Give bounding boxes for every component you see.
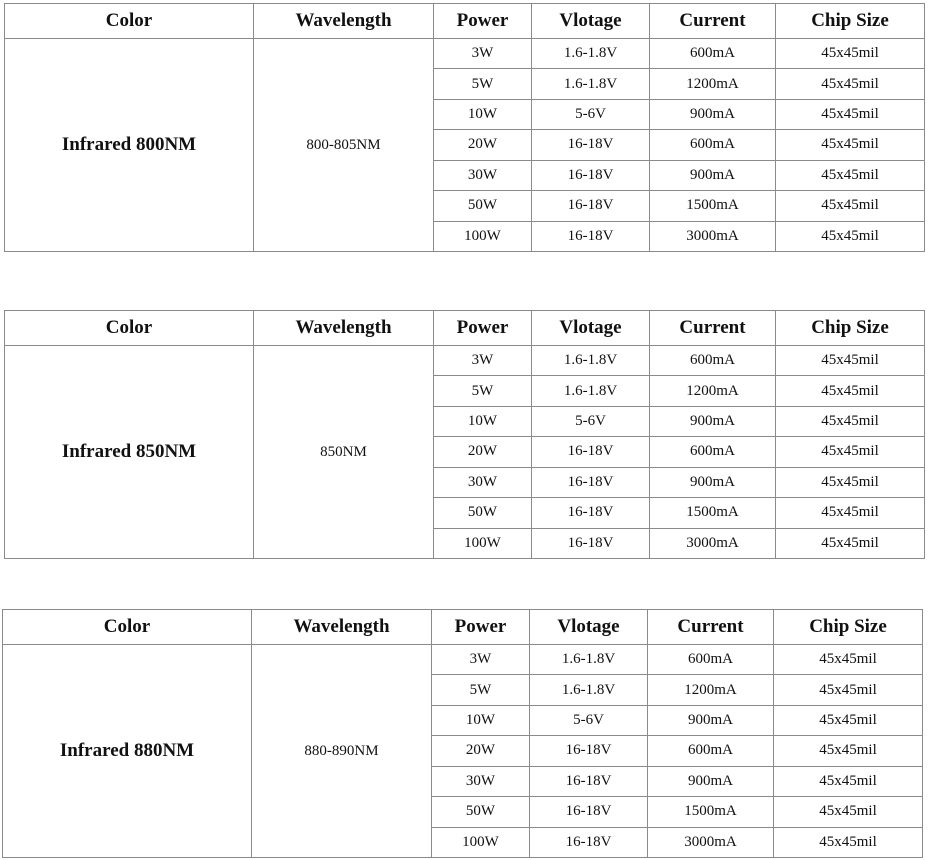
power-cell: 50W: [434, 498, 532, 528]
header-voltage: Vlotage: [532, 311, 650, 346]
current-cell: 1200mA: [650, 376, 776, 406]
current-cell: 3000mA: [650, 528, 776, 558]
color-cell: Infrared 850NM: [5, 346, 254, 559]
chip-size-cell: 45x45mil: [774, 797, 923, 827]
header-row: [5, 311, 925, 346]
power-cell: 50W: [432, 797, 530, 827]
power-cell: 30W: [434, 160, 532, 190]
voltage-cell: 16-18V: [532, 160, 650, 190]
spec-table-infrared-850nm: [4, 310, 925, 559]
header-current: Current: [650, 311, 776, 346]
voltage-cell: 16-18V: [530, 766, 648, 796]
power-cell: 10W: [432, 705, 530, 735]
power-cell: 5W: [434, 376, 532, 406]
header-current: Current: [648, 610, 774, 645]
chip-size-cell: 45x45mil: [776, 39, 925, 69]
current-cell: 600mA: [648, 645, 774, 675]
chip-size-cell: 45x45mil: [776, 376, 925, 406]
current-cell: 900mA: [648, 766, 774, 796]
header-color: Color: [3, 610, 252, 645]
table-row: [5, 346, 925, 376]
voltage-cell: 16-18V: [532, 130, 650, 160]
current-cell: 1200mA: [648, 675, 774, 705]
power-cell: 10W: [434, 406, 532, 436]
voltage-cell: 16-18V: [532, 467, 650, 497]
header-wavelength: Wavelength: [254, 311, 434, 346]
chip-size-cell: 45x45mil: [776, 130, 925, 160]
current-cell: 3000mA: [648, 827, 774, 857]
power-cell: 5W: [434, 69, 532, 99]
voltage-cell: 16-18V: [532, 221, 650, 251]
chip-size-cell: 45x45mil: [776, 69, 925, 99]
current-cell: 3000mA: [650, 221, 776, 251]
chip-size-cell: 45x45mil: [776, 498, 925, 528]
power-cell: 3W: [434, 346, 532, 376]
voltage-cell: 1.6-1.8V: [532, 69, 650, 99]
chip-size-cell: 45x45mil: [774, 705, 923, 735]
voltage-cell: 1.6-1.8V: [530, 645, 648, 675]
spec-table-infrared-800nm: [4, 3, 925, 252]
header-voltage: Vlotage: [532, 4, 650, 39]
power-cell: 3W: [434, 39, 532, 69]
voltage-cell: 16-18V: [532, 191, 650, 221]
power-cell: 5W: [432, 675, 530, 705]
header-color: Color: [5, 4, 254, 39]
table-row: [5, 39, 925, 69]
chip-size-cell: 45x45mil: [776, 221, 925, 251]
table-row: [3, 645, 923, 675]
chip-size-cell: 45x45mil: [776, 99, 925, 129]
header-power: Power: [434, 311, 532, 346]
chip-size-cell: 45x45mil: [774, 645, 923, 675]
power-cell: 20W: [432, 736, 530, 766]
power-cell: 50W: [434, 191, 532, 221]
chip-size-cell: 45x45mil: [776, 437, 925, 467]
wavelength-cell: 880-890NM: [252, 645, 432, 858]
chip-size-cell: 45x45mil: [776, 160, 925, 190]
wavelength-cell: 850NM: [254, 346, 434, 559]
header-chip-size: Chip Size: [776, 4, 925, 39]
voltage-cell: 5-6V: [530, 705, 648, 735]
header-chip-size: Chip Size: [776, 311, 925, 346]
current-cell: 900mA: [650, 406, 776, 436]
voltage-cell: 16-18V: [530, 736, 648, 766]
current-cell: 600mA: [650, 130, 776, 160]
current-cell: 1500mA: [650, 498, 776, 528]
chip-size-cell: 45x45mil: [776, 191, 925, 221]
power-cell: 30W: [434, 467, 532, 497]
color-cell: Infrared 880NM: [3, 645, 252, 858]
voltage-cell: 5-6V: [532, 406, 650, 436]
current-cell: 600mA: [650, 39, 776, 69]
power-cell: 20W: [434, 437, 532, 467]
voltage-cell: 1.6-1.8V: [532, 346, 650, 376]
power-cell: 10W: [434, 99, 532, 129]
voltage-cell: 5-6V: [532, 99, 650, 129]
header-row: [3, 610, 923, 645]
chip-size-cell: 45x45mil: [774, 675, 923, 705]
header-wavelength: Wavelength: [252, 610, 432, 645]
voltage-cell: 1.6-1.8V: [532, 39, 650, 69]
current-cell: 600mA: [650, 346, 776, 376]
voltage-cell: 16-18V: [532, 498, 650, 528]
header-power: Power: [434, 4, 532, 39]
current-cell: 900mA: [650, 99, 776, 129]
current-cell: 1500mA: [650, 191, 776, 221]
power-cell: 100W: [432, 827, 530, 857]
header-voltage: Vlotage: [530, 610, 648, 645]
current-cell: 600mA: [648, 736, 774, 766]
voltage-cell: 16-18V: [530, 827, 648, 857]
chip-size-cell: 45x45mil: [774, 736, 923, 766]
header-chip-size: Chip Size: [774, 610, 923, 645]
header-row: [5, 4, 925, 39]
power-cell: 20W: [434, 130, 532, 160]
current-cell: 900mA: [648, 705, 774, 735]
chip-size-cell: 45x45mil: [776, 467, 925, 497]
voltage-cell: 1.6-1.8V: [532, 376, 650, 406]
current-cell: 600mA: [650, 437, 776, 467]
voltage-cell: 16-18V: [530, 797, 648, 827]
chip-size-cell: 45x45mil: [774, 766, 923, 796]
voltage-cell: 16-18V: [532, 528, 650, 558]
power-cell: 100W: [434, 528, 532, 558]
header-current: Current: [650, 4, 776, 39]
chip-size-cell: 45x45mil: [776, 406, 925, 436]
spec-table-infrared-880nm: [2, 609, 923, 858]
current-cell: 900mA: [650, 467, 776, 497]
power-cell: 30W: [432, 766, 530, 796]
header-wavelength: Wavelength: [254, 4, 434, 39]
current-cell: 1500mA: [648, 797, 774, 827]
chip-size-cell: 45x45mil: [774, 827, 923, 857]
header-power: Power: [432, 610, 530, 645]
voltage-cell: 16-18V: [532, 437, 650, 467]
power-cell: 100W: [434, 221, 532, 251]
power-cell: 3W: [432, 645, 530, 675]
chip-size-cell: 45x45mil: [776, 346, 925, 376]
voltage-cell: 1.6-1.8V: [530, 675, 648, 705]
chip-size-cell: 45x45mil: [776, 528, 925, 558]
current-cell: 900mA: [650, 160, 776, 190]
current-cell: 1200mA: [650, 69, 776, 99]
header-color: Color: [5, 311, 254, 346]
wavelength-cell: 800-805NM: [254, 39, 434, 252]
color-cell: Infrared 800NM: [5, 39, 254, 252]
